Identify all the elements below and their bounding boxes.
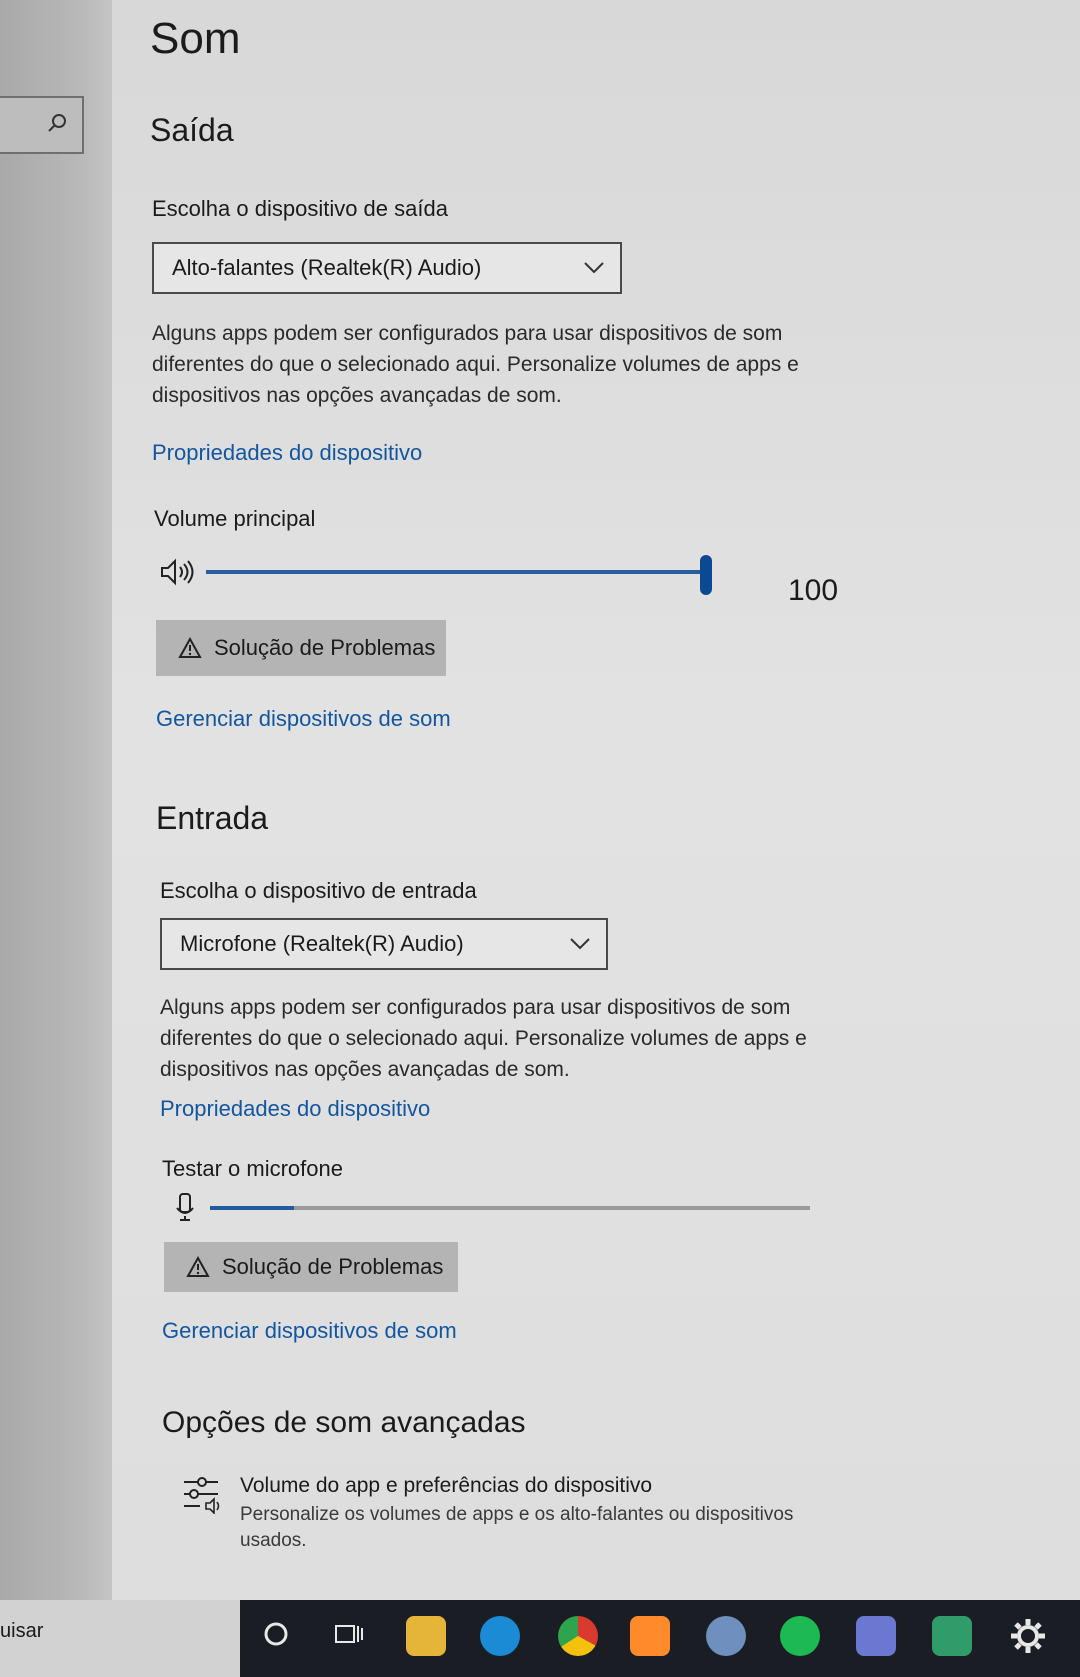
warning-icon <box>178 637 202 659</box>
output-manage-devices-link[interactable]: Gerenciar dispositivos de som <box>156 706 451 731</box>
output-description: Alguns apps podem ser configurados para usar dispositivos de som diferentes do que o selecionado aqui. Personalize volumes de apps e dispositivos nas opções avançadas de som. <box>152 322 799 407</box>
search-icon <box>46 112 68 134</box>
input-device-selected: Microfone (Realtek(R) Audio) <box>180 931 464 956</box>
input-manage-devices-link[interactable]: Gerenciar dispositivos de som <box>162 1318 457 1343</box>
sliders-icon <box>182 1474 226 1514</box>
discord-icon[interactable] <box>856 1616 896 1656</box>
input-troubleshoot-label: Solução de Problemas <box>222 1254 444 1279</box>
taskbar-search-text: uisar <box>0 1620 44 1642</box>
speaker-icon[interactable] <box>160 558 196 586</box>
mic-level-fill <box>210 1206 294 1210</box>
gaming-icon[interactable] <box>932 1616 972 1656</box>
page-title: Som <box>150 14 241 63</box>
volume-slider[interactable] <box>206 560 718 600</box>
input-device-dropdown[interactable] <box>160 918 608 970</box>
volume-slider-fill <box>206 570 706 574</box>
input-troubleshoot-button[interactable] <box>164 1242 458 1292</box>
wattpad-icon[interactable] <box>706 1616 746 1656</box>
output-troubleshoot-button[interactable] <box>156 620 446 676</box>
app-volume-description: Personalize os volumes de apps e os alto-falantes ou dispositivos usados. <box>240 1504 794 1551</box>
output-device-label: Escolha o dispositivo de saída <box>152 196 448 221</box>
left-navigation-pane <box>0 0 112 1600</box>
advanced-section-title: Opções de som avançadas <box>162 1406 526 1439</box>
input-properties-link[interactable]: Propriedades do dispositivo <box>160 1096 431 1121</box>
input-section-title: Entrada <box>156 800 269 836</box>
volume-slider-thumb[interactable] <box>700 555 712 595</box>
output-device-selected: Alto-falantes (Realtek(R) Audio) <box>172 255 482 280</box>
spotify-icon[interactable] <box>780 1616 820 1656</box>
input-device-label: Escolha o dispositivo de entrada <box>160 878 477 903</box>
mic-level-track <box>210 1206 810 1210</box>
mic-test-label: Testar o microfone <box>162 1156 343 1181</box>
output-properties-link[interactable]: Propriedades do dispositivo <box>152 440 423 465</box>
app-volume-title: Volume do app e preferências do dispositivo <box>240 1474 653 1497</box>
chrome-icon[interactable] <box>558 1616 598 1656</box>
sound-settings-page <box>112 0 1080 1600</box>
input-description: Alguns apps podem ser configurados para usar dispositivos de som diferentes do que o selecionado aqui. Personalize volumes de apps e dispositivos nas opções avançadas de som. <box>160 996 807 1081</box>
output-troubleshoot-label: Solução de Problemas <box>214 635 436 660</box>
microphone-icon <box>174 1192 196 1222</box>
file-explorer-icon[interactable] <box>406 1616 446 1656</box>
settings-search-box[interactable] <box>0 96 84 154</box>
chevron-down-icon <box>570 938 590 950</box>
volume-label: Volume principal <box>154 506 316 531</box>
output-device-dropdown[interactable] <box>152 242 622 294</box>
mic-level-meter <box>210 1206 810 1212</box>
edge-icon[interactable] <box>480 1616 520 1656</box>
volume-value: 100 <box>788 574 839 607</box>
task-view-icon[interactable] <box>334 1620 364 1648</box>
chevron-down-icon <box>584 262 604 274</box>
taskbar <box>0 1600 1080 1677</box>
output-section-title: Saída <box>150 112 234 148</box>
taskbar-search-box[interactable] <box>0 1600 240 1677</box>
warning-icon <box>186 1256 210 1278</box>
settings-icon[interactable] <box>1008 1616 1048 1656</box>
app-volume-preferences-item[interactable] <box>182 1470 882 1560</box>
sublime-icon[interactable] <box>630 1616 670 1656</box>
cortana-icon[interactable] <box>262 1620 290 1648</box>
